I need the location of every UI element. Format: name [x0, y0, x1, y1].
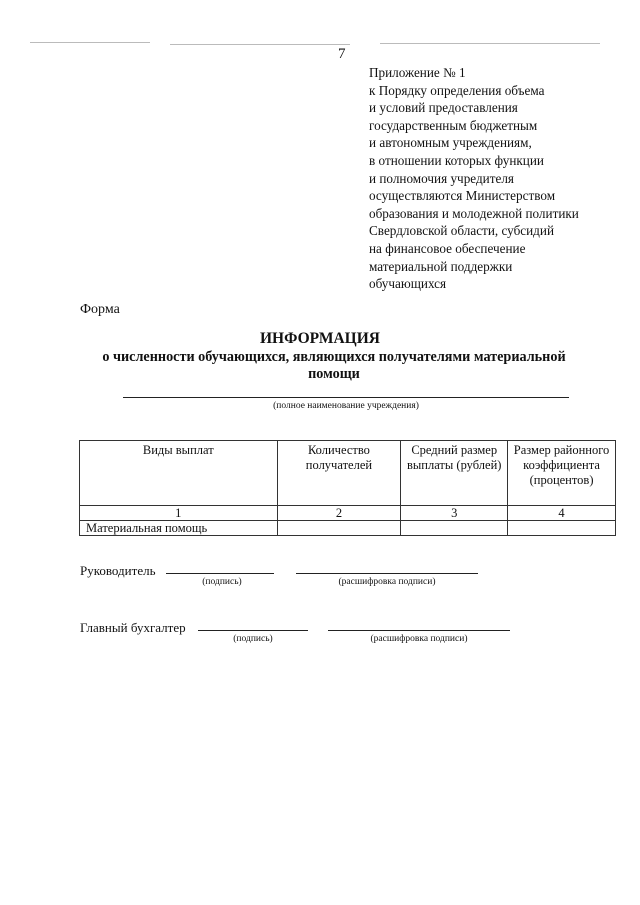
appendix-line: материальной поддержки [369, 258, 513, 274]
accountant-signature-line[interactable] [198, 630, 308, 631]
column-number: 4 [508, 506, 616, 521]
header-recipients-count: Количество получателей [277, 441, 401, 506]
appendix-line: и полномочия учредителя [369, 170, 514, 186]
header-average-payment: Средний размер выплаты (рублей) [401, 441, 508, 506]
document-title: ИНФОРМАЦИЯ [260, 330, 380, 347]
appendix-line: в отношении которых функции [369, 152, 544, 168]
document-subtitle: о численности обучающихся, являющихся получателями материальной помощи [102, 349, 566, 382]
institution-caption: (полное наименование учреждения) [273, 401, 419, 411]
column-number: 2 [277, 506, 401, 521]
appendix-line: образования и молодежной политики [369, 205, 579, 221]
appendix-line: и условий предоставления [369, 100, 518, 116]
appendix-line: на финансовое обеспечение [369, 240, 526, 256]
form-label: Форма [80, 302, 120, 317]
appendix-line: и автономным учреждениям, [369, 135, 532, 151]
column-number: 1 [80, 506, 278, 521]
table-number-row [80, 506, 616, 521]
scan-artifact [30, 42, 150, 43]
table-header-row [80, 441, 616, 506]
header-payment-types: Виды выплат [80, 441, 278, 506]
table-cell[interactable] [401, 521, 508, 536]
head-name-line[interactable] [296, 573, 478, 574]
appendix-block [369, 64, 579, 293]
head-signature-caption: (подпись) [202, 577, 242, 587]
row-label: Материальная помощь [80, 521, 278, 536]
accountant-label: Главный бухгалтер [80, 620, 186, 635]
header-regional-coefficient: Размер районного коэффициента (процентов) [508, 441, 616, 506]
page-number: 7 [338, 46, 346, 62]
appendix-line: обучающихся [369, 276, 447, 292]
table-cell[interactable] [508, 521, 616, 536]
table-row [80, 521, 616, 536]
head-name-caption: (расшифровка подписи) [338, 577, 436, 587]
appendix-line: Приложение № 1 [369, 65, 466, 80]
institution-name-line[interactable] [123, 397, 569, 398]
accountant-name-line[interactable] [328, 630, 510, 631]
appendix-line: Свердловской области, субсидий [369, 223, 555, 239]
column-number: 3 [401, 506, 508, 521]
appendix-line: к Порядку определения объема [369, 82, 545, 98]
accountant-name-caption: (расшифровка подписи) [370, 634, 468, 644]
scan-artifact [170, 44, 350, 45]
appendix-line: государственным бюджетным [369, 117, 538, 133]
scan-artifact [380, 43, 600, 44]
table-cell[interactable] [277, 521, 401, 536]
appendix-line: осуществляются Министерством [369, 188, 556, 204]
head-signature-line[interactable] [166, 573, 274, 574]
head-label: Руководитель [80, 563, 156, 578]
info-table [79, 440, 616, 536]
accountant-signature-caption: (подпись) [233, 634, 273, 644]
